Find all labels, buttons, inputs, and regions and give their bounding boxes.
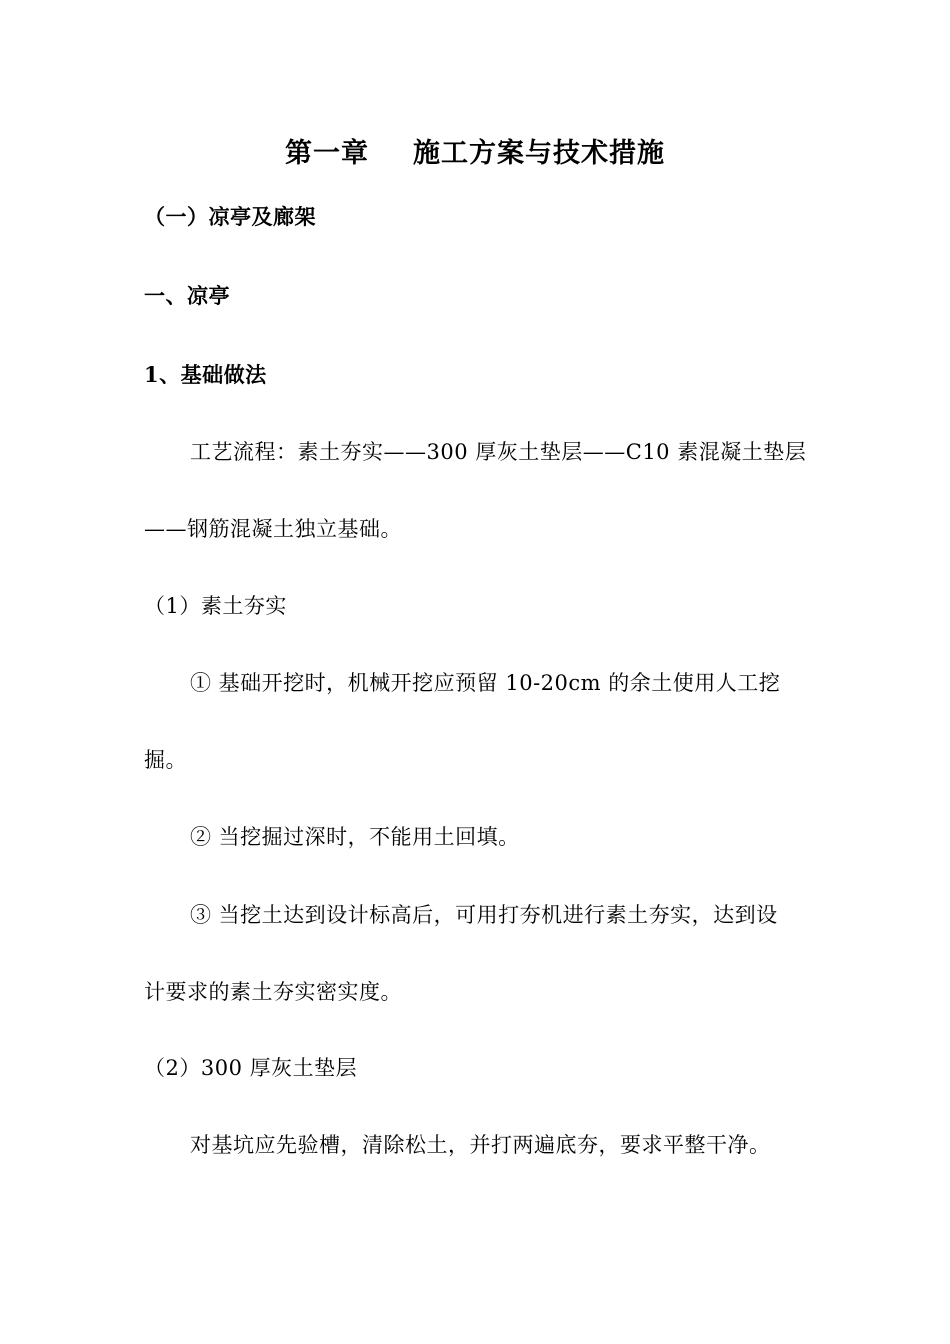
item-heading: 1、基础做法 xyxy=(144,362,267,387)
process-line-2: ——钢筋混凝土独立基础。 xyxy=(144,517,402,541)
step2-line: ② 当挖掘过深时，不能用土回填。 xyxy=(190,825,520,849)
step3-line-1: ③ 当挖土达到设计标高后，可用打夯机进行素土夯实，达到设 xyxy=(190,903,778,927)
step1-line-2: 掘。 xyxy=(144,748,187,772)
section-heading: （一）凉亭及廊架 xyxy=(144,204,316,229)
chapter-title xyxy=(0,136,950,172)
process-line-1: 工艺流程：素土夯实——300 厚灰土垫层——C10 素混凝土垫层 xyxy=(190,440,807,464)
sub2-heading: （2）300 厚灰土垫层 xyxy=(144,1056,358,1080)
chapter-number: 第一章 xyxy=(285,138,369,169)
chapter-title-text: 施工方案与技术措施 xyxy=(413,138,665,169)
subsection-heading: 一、凉亭 xyxy=(144,283,230,308)
step3-line-2: 计要求的素土夯实密实度。 xyxy=(144,980,402,1004)
sub2-text: 对基坑应先验槽，清除松土，并打两遍底夯，要求平整干净。 xyxy=(190,1133,771,1157)
sub1-heading: （1）素土夯实 xyxy=(144,594,287,618)
step1-line-1: ① 基础开挖时，机械开挖应预留 10-20cm 的余土使用人工挖 xyxy=(190,671,781,695)
